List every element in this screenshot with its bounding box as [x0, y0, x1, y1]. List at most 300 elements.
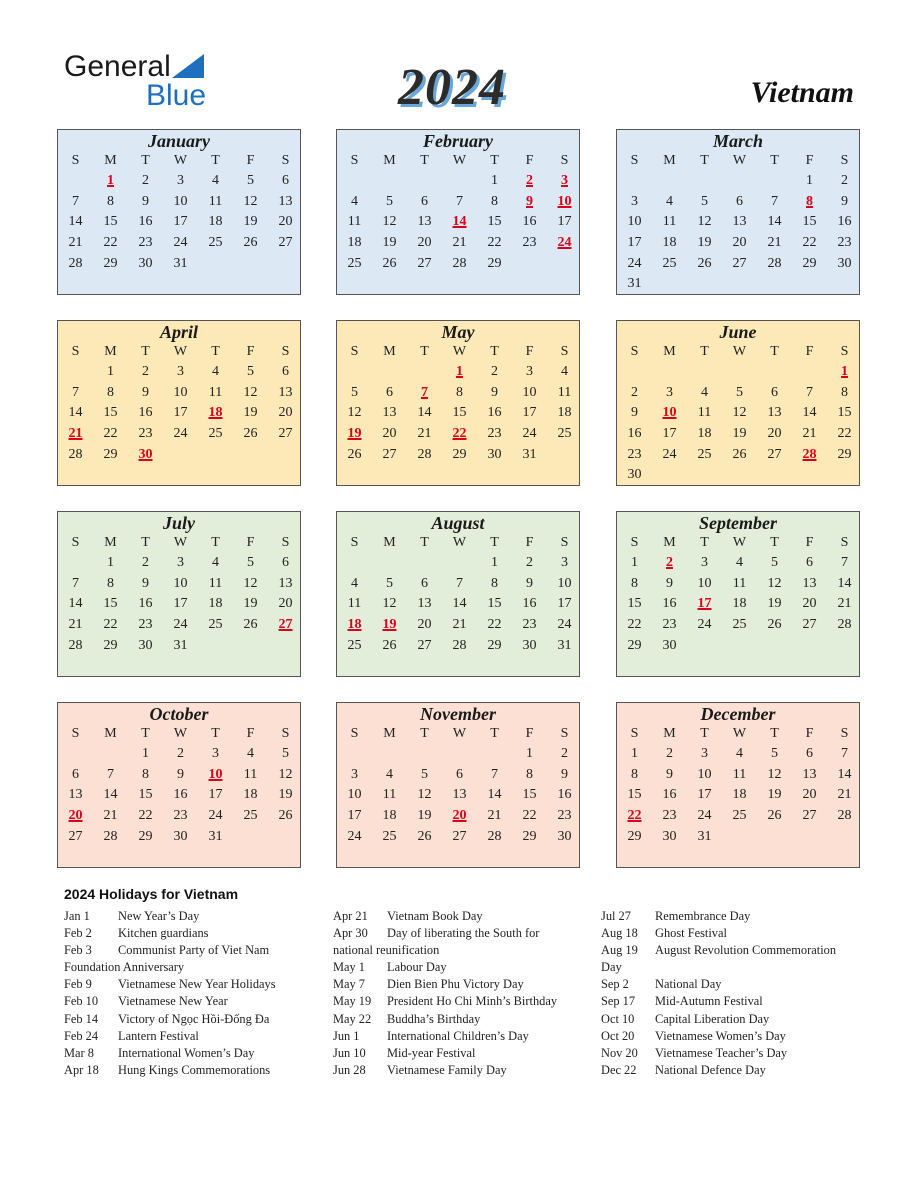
month-title: May — [441, 322, 475, 342]
day-cell: 15 — [452, 405, 467, 421]
day-cell: 27 — [278, 426, 293, 442]
logo-general-text: General — [64, 50, 171, 83]
holiday-day-cell: 20 — [452, 808, 467, 824]
holiday-day-cell: 2 — [666, 555, 673, 570]
day-cell: 29 — [103, 446, 118, 462]
month-title: July — [162, 513, 195, 533]
day-cell: 13 — [767, 405, 782, 421]
day-cell: 16 — [522, 214, 537, 230]
empty-cell — [337, 553, 372, 574]
day-cell: 4 — [736, 555, 743, 570]
holiday-name: Day of liberating the South for — [387, 926, 540, 941]
day-cell: 24 — [662, 446, 677, 462]
weekday-header: M — [104, 344, 117, 359]
holiday-day-cell: 18 — [347, 617, 362, 633]
day-cell: 9 — [142, 384, 149, 400]
holiday-date: Aug 18 — [601, 926, 638, 941]
day-grid — [58, 724, 300, 847]
day-cell: 6 — [456, 766, 463, 782]
day-cell: 7 — [771, 193, 778, 209]
day-cell: 18 — [697, 426, 712, 442]
day-cell: 23 — [138, 426, 153, 442]
day-cell: 9 — [841, 193, 848, 209]
weekday-header: M — [383, 344, 396, 359]
weekday-header: M — [383, 153, 396, 168]
day-cell: 31 — [208, 828, 223, 844]
day-cell: 13 — [417, 214, 432, 230]
day-cell: 3 — [561, 555, 568, 570]
day-cell: 22 — [522, 808, 537, 824]
month-april — [57, 320, 301, 486]
day-cell: 13 — [417, 596, 432, 612]
day-cell: 12 — [382, 214, 397, 230]
month-title: September — [699, 513, 777, 533]
day-grid — [617, 342, 859, 486]
day-cell: 15 — [103, 214, 118, 230]
holiday-day-cell: 19 — [347, 426, 362, 442]
day-cell: 9 — [491, 384, 498, 400]
weekday-header: M — [383, 535, 396, 550]
day-cell: 8 — [107, 384, 114, 400]
weekday-header: T — [700, 153, 709, 168]
day-cell: 17 — [697, 787, 712, 803]
weekday-header: S — [560, 153, 569, 168]
month-november — [336, 702, 580, 868]
day-cell: 30 — [138, 637, 153, 653]
holiday-entry — [601, 942, 863, 959]
day-cell: 28 — [452, 637, 467, 653]
day-cell: 8 — [142, 766, 149, 782]
year-title: 2024 — [398, 59, 506, 116]
holiday-name: Vietnamese New Year — [118, 994, 228, 1009]
day-cell: 11 — [382, 787, 397, 803]
holiday-name: Hung Kings Commemorations — [118, 1062, 271, 1077]
day-cell: 21 — [103, 808, 118, 824]
weekday-header: W — [452, 726, 467, 741]
day-cell: 27 — [452, 828, 467, 844]
holiday-name: Vietnamese Family Day — [387, 1062, 507, 1077]
empty-cell — [442, 553, 477, 574]
day-cell: 16 — [662, 596, 677, 612]
holiday-name: Communist Party of Viet Nam — [118, 943, 270, 958]
day-cell: 5 — [701, 193, 708, 209]
holiday-date: Feb 9 — [64, 977, 92, 992]
day-cell: 8 — [456, 384, 463, 400]
day-cell: 14 — [767, 214, 782, 230]
day-cell: 27 — [802, 808, 817, 824]
holiday-day-cell: 22 — [627, 808, 642, 824]
weekday-header: M — [663, 535, 676, 550]
month-title: March — [712, 131, 763, 151]
day-cell: 12 — [243, 193, 258, 209]
day-cell: 2 — [561, 746, 568, 761]
day-cell: 9 — [561, 766, 568, 782]
empty-cell — [93, 744, 128, 765]
day-grid — [58, 342, 300, 465]
day-cell: 9 — [631, 405, 638, 421]
holiday-day-cell: 10 — [557, 193, 572, 209]
day-grid — [337, 724, 579, 847]
weekday-header: M — [663, 153, 676, 168]
day-cell: 5 — [247, 555, 254, 570]
day-cell: 29 — [487, 637, 502, 653]
holiday-entry — [333, 976, 595, 993]
day-cell: 5 — [351, 384, 358, 400]
day-cell: 8 — [491, 575, 498, 591]
holiday-date: Jun 10 — [333, 1045, 366, 1060]
day-cell: 26 — [767, 617, 782, 633]
day-cell: 30 — [173, 828, 188, 844]
day-grid — [58, 533, 300, 656]
day-cell: 14 — [68, 596, 83, 612]
day-cell: 24 — [208, 808, 223, 824]
holiday-date: May 1 — [333, 960, 366, 975]
day-cell: 5 — [736, 384, 743, 400]
day-cell: 2 — [841, 173, 848, 188]
holiday-date: Mar 8 — [64, 1045, 94, 1060]
day-cell: 1 — [526, 746, 533, 761]
empty-cell — [652, 362, 687, 383]
day-cell: 22 — [103, 617, 118, 633]
weekday-header: T — [141, 535, 150, 550]
day-cell: 21 — [68, 235, 83, 251]
weekday-header: T — [141, 153, 150, 168]
day-cell: 25 — [208, 426, 223, 442]
holiday-date: Feb 14 — [64, 1011, 99, 1026]
day-cell: 3 — [666, 384, 673, 400]
holiday-column — [601, 908, 863, 1079]
holiday-name: National Day — [655, 977, 722, 992]
empty-cell — [442, 744, 477, 765]
day-cell: 6 — [282, 555, 289, 570]
day-cell: 21 — [452, 617, 467, 633]
weekday-header: T — [770, 153, 779, 168]
holiday-column — [64, 908, 326, 1079]
day-cell: 4 — [212, 364, 219, 379]
day-cell: 10 — [697, 766, 712, 782]
day-grid — [617, 151, 859, 295]
day-cell: 15 — [522, 787, 537, 803]
day-cell: 14 — [417, 405, 432, 421]
holiday-name: Labour Day — [387, 960, 447, 975]
day-cell: 27 — [802, 617, 817, 633]
empty-cell — [58, 553, 93, 574]
weekday-header: W — [732, 153, 747, 168]
holiday-day-cell: 8 — [806, 193, 813, 209]
day-cell: 11 — [208, 575, 223, 591]
day-cell: 30 — [662, 828, 677, 844]
day-cell: 8 — [631, 575, 638, 591]
day-grid — [337, 151, 579, 274]
day-cell: 18 — [557, 405, 572, 421]
day-cell: 30 — [557, 828, 572, 844]
holiday-entry — [333, 1045, 595, 1062]
day-cell: 7 — [72, 384, 79, 400]
day-cell: 20 — [417, 235, 432, 251]
empty-cell — [337, 744, 372, 765]
holiday-name: Day — [601, 960, 622, 975]
day-cell: 26 — [732, 446, 747, 462]
holiday-entry — [64, 925, 326, 942]
day-cell: 5 — [421, 766, 428, 782]
day-cell: 1 — [107, 364, 114, 379]
day-cell: 16 — [138, 214, 153, 230]
day-cell: 29 — [103, 637, 118, 653]
day-cell: 21 — [837, 596, 852, 612]
weekday-header: T — [770, 535, 779, 550]
day-cell: 6 — [736, 193, 743, 209]
day-cell: 29 — [837, 446, 852, 462]
day-cell: 1 — [631, 746, 638, 761]
weekday-header: S — [281, 535, 290, 550]
day-cell: 3 — [212, 746, 219, 761]
day-cell: 29 — [627, 828, 642, 844]
weekday-header: S — [71, 535, 80, 550]
day-cell: 25 — [208, 617, 223, 633]
day-cell: 25 — [732, 617, 747, 633]
holiday-entry — [64, 959, 326, 976]
day-cell: 12 — [347, 405, 362, 421]
day-cell: 26 — [243, 426, 258, 442]
day-cell: 27 — [382, 446, 397, 462]
day-cell: 5 — [386, 193, 393, 209]
day-cell: 1 — [491, 555, 498, 570]
day-cell: 10 — [522, 384, 537, 400]
empty-cell — [58, 744, 93, 765]
weekday-header: M — [663, 726, 676, 741]
day-cell: 26 — [382, 255, 397, 271]
day-cell: 30 — [487, 446, 502, 462]
weekday-header: W — [173, 535, 188, 550]
month-title: December — [700, 704, 776, 724]
day-cell: 10 — [557, 575, 572, 591]
day-cell: 15 — [487, 596, 502, 612]
day-cell: 12 — [417, 787, 432, 803]
day-cell: 2 — [142, 364, 149, 379]
day-cell: 22 — [138, 808, 153, 824]
holiday-entry — [601, 908, 863, 925]
day-cell: 19 — [243, 405, 258, 421]
weekday-header: W — [732, 726, 747, 741]
weekday-header: S — [350, 726, 359, 741]
day-cell: 30 — [837, 255, 852, 271]
empty-cell — [442, 171, 477, 192]
empty-cell — [407, 362, 442, 383]
day-cell: 19 — [278, 787, 293, 803]
weekday-header: S — [350, 535, 359, 550]
day-cell: 17 — [627, 235, 642, 251]
holiday-entry — [333, 1062, 595, 1079]
holiday-date: May 22 — [333, 1011, 372, 1026]
day-grid — [337, 342, 579, 465]
day-cell: 4 — [351, 575, 358, 591]
day-cell: 27 — [767, 446, 782, 462]
day-cell: 8 — [841, 384, 848, 400]
day-cell: 9 — [142, 193, 149, 209]
day-cell: 4 — [736, 746, 743, 761]
day-cell: 18 — [347, 235, 362, 251]
day-cell: 25 — [243, 808, 258, 824]
holiday-entry — [601, 1028, 863, 1045]
weekday-header: F — [805, 726, 814, 741]
day-cell: 24 — [697, 617, 712, 633]
holiday-name: Foundation Anniversary — [64, 960, 185, 975]
brand-logo — [64, 52, 206, 110]
day-cell: 2 — [142, 555, 149, 570]
day-cell: 26 — [767, 808, 782, 824]
day-cell: 5 — [771, 746, 778, 761]
month-september — [616, 511, 860, 677]
day-cell: 29 — [103, 255, 118, 271]
day-cell: 14 — [837, 766, 852, 782]
holiday-name: Lantern Festival — [118, 1028, 199, 1043]
holiday-entry — [64, 942, 326, 959]
day-cell: 6 — [282, 173, 289, 188]
month-may — [336, 320, 580, 486]
holiday-entry — [333, 908, 595, 925]
holiday-entry — [333, 1028, 595, 1045]
day-cell: 19 — [767, 596, 782, 612]
day-cell: 9 — [666, 766, 673, 782]
holiday-date: Jun 28 — [333, 1062, 366, 1077]
weekday-header: T — [770, 344, 779, 359]
day-cell: 19 — [732, 426, 747, 442]
day-cell: 24 — [173, 426, 188, 442]
weekday-header: S — [281, 344, 290, 359]
day-cell: 11 — [732, 575, 747, 591]
day-cell: 6 — [386, 384, 393, 400]
weekday-header: F — [525, 535, 534, 550]
day-cell: 26 — [697, 255, 712, 271]
holiday-date: May 7 — [333, 977, 366, 992]
holiday-day-cell: 30 — [138, 446, 153, 462]
weekday-header: S — [560, 344, 569, 359]
day-cell: 14 — [802, 405, 817, 421]
day-cell: 24 — [347, 828, 362, 844]
day-cell: 2 — [631, 384, 638, 400]
empty-cell — [687, 171, 722, 192]
weekday-header: S — [630, 726, 639, 741]
day-cell: 17 — [662, 426, 677, 442]
weekday-header: S — [350, 344, 359, 359]
weekday-header: F — [805, 535, 814, 550]
holiday-date: Oct 20 — [601, 1028, 635, 1043]
day-cell: 4 — [561, 364, 568, 379]
holiday-day-cell: 18 — [208, 405, 223, 421]
empty-cell — [477, 744, 512, 765]
day-cell: 1 — [107, 555, 114, 570]
day-cell: 29 — [487, 255, 502, 271]
holiday-entry — [601, 959, 863, 976]
day-cell: 26 — [278, 808, 293, 824]
day-cell: 3 — [631, 193, 638, 209]
weekday-header: W — [732, 535, 747, 550]
day-cell: 10 — [173, 575, 188, 591]
day-cell: 17 — [522, 405, 537, 421]
holiday-entry — [601, 993, 863, 1010]
day-cell: 1 — [631, 555, 638, 570]
day-cell: 25 — [347, 255, 362, 271]
day-cell: 4 — [351, 193, 358, 209]
logo-blue-text: Blue — [146, 79, 207, 112]
weekday-header: T — [700, 535, 709, 550]
day-cell: 3 — [701, 555, 708, 570]
day-cell: 29 — [522, 828, 537, 844]
day-cell: 16 — [522, 596, 537, 612]
day-cell: 19 — [417, 808, 432, 824]
day-cell: 5 — [247, 173, 254, 188]
holiday-day-cell: 27 — [278, 617, 293, 633]
day-cell: 28 — [837, 617, 852, 633]
day-cell: 12 — [767, 766, 782, 782]
day-cell: 28 — [68, 637, 83, 653]
day-cell: 24 — [627, 255, 642, 271]
day-cell: 19 — [243, 214, 258, 230]
day-cell: 23 — [173, 808, 188, 824]
day-cell: 18 — [382, 808, 397, 824]
day-cell: 21 — [417, 426, 432, 442]
empty-cell — [687, 362, 722, 383]
holiday-date: Nov 20 — [601, 1045, 638, 1060]
holiday-date: Oct 10 — [601, 1011, 635, 1026]
holiday-name: International Children’s Day — [387, 1028, 529, 1043]
day-cell: 7 — [456, 193, 463, 209]
day-cell: 22 — [627, 617, 642, 633]
holiday-entry — [333, 993, 595, 1010]
day-cell: 29 — [802, 255, 817, 271]
day-cell: 30 — [627, 467, 642, 483]
day-cell: 17 — [557, 596, 572, 612]
holiday-date: Jul 27 — [601, 909, 631, 923]
day-cell: 13 — [452, 787, 467, 803]
day-cell: 25 — [208, 235, 223, 251]
day-cell: 4 — [386, 766, 393, 782]
holiday-day-cell: 24 — [557, 235, 572, 251]
day-cell: 13 — [278, 193, 293, 209]
day-cell: 21 — [767, 235, 782, 251]
month-title: November — [420, 704, 496, 724]
holiday-day-cell: 20 — [68, 808, 83, 824]
day-cell: 6 — [282, 364, 289, 379]
holiday-day-cell: 9 — [526, 193, 533, 209]
day-cell: 7 — [72, 193, 79, 209]
day-cell: 30 — [138, 255, 153, 271]
weekday-header: W — [173, 344, 188, 359]
day-cell: 7 — [107, 766, 114, 782]
empty-cell — [337, 171, 372, 192]
day-cell: 21 — [837, 787, 852, 803]
day-cell: 4 — [666, 193, 673, 209]
day-cell: 15 — [487, 214, 502, 230]
day-cell: 11 — [347, 596, 362, 612]
day-cell: 28 — [68, 255, 83, 271]
day-cell: 12 — [243, 384, 258, 400]
day-cell: 17 — [173, 214, 188, 230]
day-cell: 15 — [627, 787, 642, 803]
day-cell: 13 — [278, 384, 293, 400]
month-title: June — [719, 322, 757, 342]
day-cell: 21 — [487, 808, 502, 824]
holiday-date: Apr 21 — [333, 909, 368, 923]
holiday-name: International Women’s Day — [118, 1045, 255, 1060]
day-cell: 22 — [837, 426, 852, 442]
weekday-header: T — [211, 344, 220, 359]
weekday-header: T — [211, 535, 220, 550]
month-title: October — [149, 704, 209, 724]
weekday-header: S — [71, 153, 80, 168]
day-cell: 31 — [627, 276, 642, 292]
day-cell: 23 — [522, 235, 537, 251]
